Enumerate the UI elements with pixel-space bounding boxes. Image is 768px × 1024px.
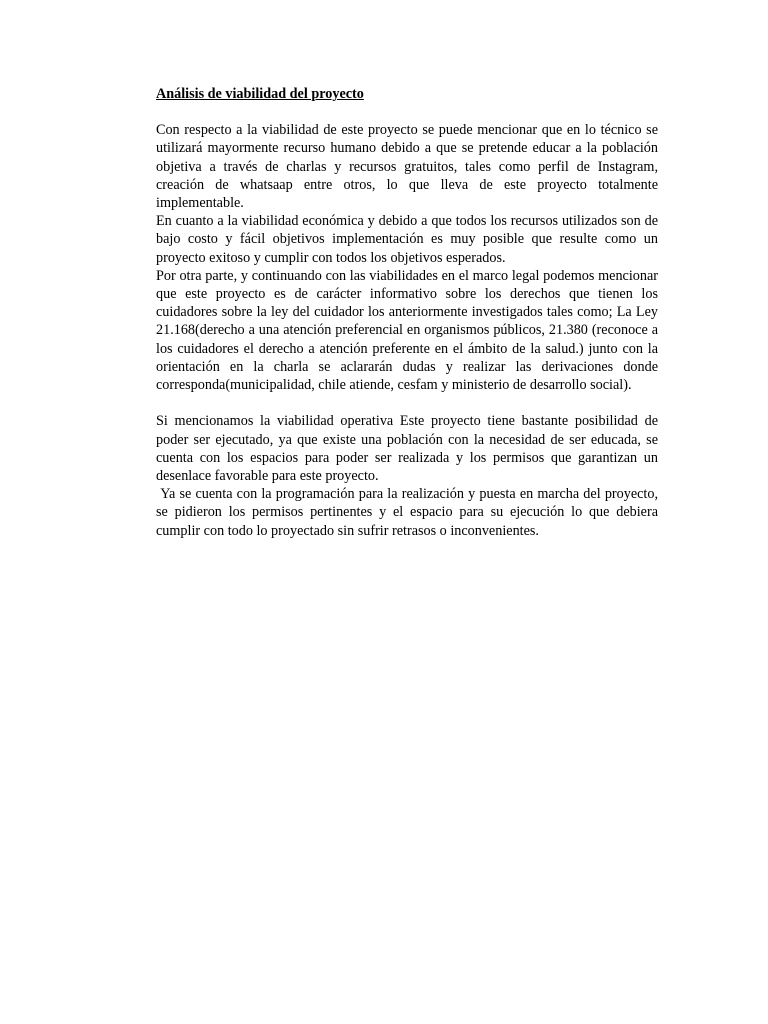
paragraph-spacer bbox=[156, 394, 658, 412]
paragraph-implementation-status: Ya se cuenta con la programación para la realización y puesta en marcha del proyecto, se pidieron los permisos pertinentes y el espacio para su ejecución lo que debiera cumplir con todo lo proyectado sin sufrir retrasos o inconvenientes. bbox=[156, 486, 662, 539]
paragraph-technical-viability: Con respecto a la viabilidad de este proyecto se puede mencionar que en lo técnico se utilizará mayormente recurso humano debido a que se pretende educar a la población objetiva a través de charlas y recursos gratuitos, tales como perfil de Instagram, creación de whatsaap entre otros, lo que lleva de este proyecto totalmente implementable. bbox=[156, 122, 662, 212]
document-body bbox=[156, 85, 662, 540]
paragraph-economic-viability: En cuanto a la viabilidad económica y debido a que todos los recursos utilizados son de bajo costo y fácil objetivos implementación es muy posible que resulte como un proyecto exitoso y cumplir con todos los objetivos esperados. bbox=[156, 213, 662, 266]
document-title: Análisis de viabilidad del proyecto bbox=[156, 86, 364, 102]
paragraph-operational-viability: Si mencionamos la viabilidad operativa Este proyecto tiene bastante posibilidad de poder ser ejecutado, ya que existe una población con la necesidad de ser educada, se cuenta con los espacios para poder ser realizada y los permisos que garantizan un desenlace favorable para este proyecto. bbox=[156, 413, 662, 485]
paragraph-legal-viability: Por otra parte, y continuando con las viabilidades en el marco legal podemos mencionar que este proyecto es de carácter informativo sobre los derechos que tienen los cuidadores sobre la ley del cuidador los anteriormente investigados tales como; La Ley 21.168(derecho a una atención preferencial en organismos públicos, 21.380 (reconoce a los cuidadores el derecho a atención preferente en el ámbito de la salud.) junto con la orientación en la charla se aclararán dudas y realizar las derivaciones donde corresponda(municipalidad, chile atiende, cesfam y ministerio de desarrollo social). bbox=[156, 267, 662, 394]
